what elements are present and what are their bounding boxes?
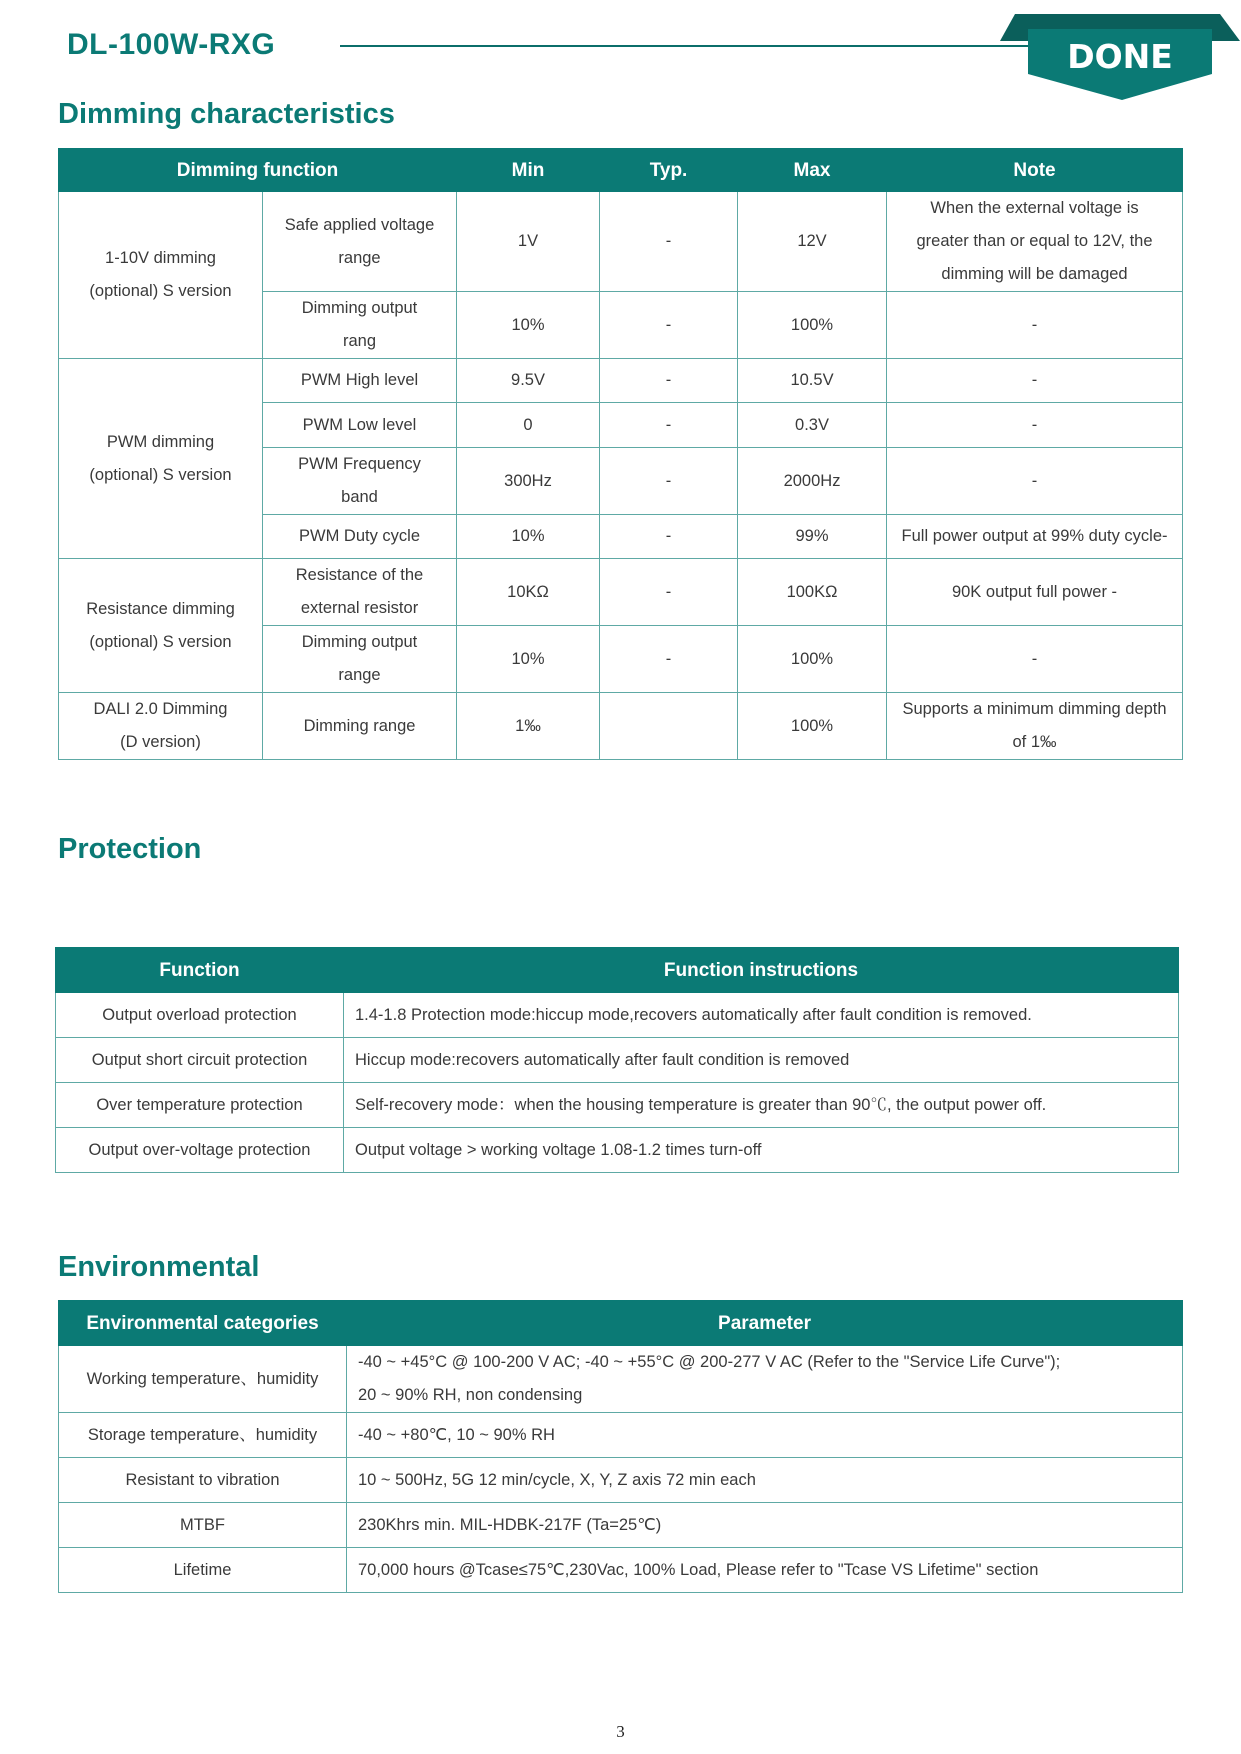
note-cell: - [887,448,1183,515]
table-header-row [59,1301,1183,1346]
min-cell: 1‰ [457,693,600,760]
note-cell: When the external voltage is greater than or equal to 12V, the dimming will be damaged [887,192,1183,292]
header-function: Function [56,948,344,993]
typ-cell: - [600,559,738,626]
min-cell: 300Hz [457,448,600,515]
header-typ: Typ. [600,149,738,192]
parameter-cell: -40 ~ +80℃, 10 ~ 90% RH [347,1413,1183,1458]
header-note: Note [887,149,1183,192]
max-cell: 100% [738,693,887,760]
typ-cell: - [600,292,738,359]
parameter-cell: 70,000 hours @Tcase≤75℃,230Vac, 100% Load, Please refer to "Tcase VS Lifetime" section [347,1548,1183,1593]
header-parameter: Parameter [347,1301,1183,1346]
table-row [56,993,1179,1038]
min-cell: 10% [457,292,600,359]
note-cell: Supports a minimum dimming depth of 1‰ [887,693,1183,760]
page-number: 3 [616,1722,625,1741]
table-row [59,1458,1183,1503]
min-cell: 0 [457,403,600,448]
function-cell: Output over-voltage protection [56,1128,344,1173]
header-dimming-function: Dimming function [59,149,457,192]
note-cell: 90K output full power - [887,559,1183,626]
group-label: Resistance dimming (optional) S version [59,559,263,693]
done-brand-logo [1000,14,1240,104]
typ-cell: - [600,626,738,693]
note-cell: - [887,626,1183,693]
section-title-environmental: Environmental [58,1251,260,1283]
table-row [59,693,1183,760]
param-cell: PWM Duty cycle [263,515,457,559]
min-cell: 1V [457,192,600,292]
param-cell: Dimming range [263,693,457,760]
instruction-cell: 1.4-1.8 Protection mode:hiccup mode,recovers automatically after fault condition is removed. [344,993,1179,1038]
instruction-cell: Hiccup mode:recovers automatically after fault condition is removed [344,1038,1179,1083]
max-cell: 10.5V [738,359,887,403]
table-row [59,1548,1183,1593]
section-title-dimming: Dimming characteristics [58,98,395,130]
typ-cell: - [600,448,738,515]
parameter-cell: 230Khrs min. MIL-HDBK-217F (Ta=25℃) [347,1503,1183,1548]
group-label: DALI 2.0 Dimming (D version) [59,693,263,760]
min-cell: 10KΩ [457,559,600,626]
max-cell: 12V [738,192,887,292]
table-row [56,1083,1179,1128]
table-header-row [56,948,1179,993]
category-cell: MTBF [59,1503,347,1548]
param-cell: Resistance of the external resistor [263,559,457,626]
table-row [59,192,1183,292]
table-row [59,1346,1183,1413]
typ-cell [600,693,738,760]
max-cell: 2000Hz [738,448,887,515]
section-title-protection: Protection [58,833,202,865]
header-function-instructions: Function instructions [344,948,1179,993]
param-cell: Safe applied voltage range [263,192,457,292]
min-cell: 10% [457,515,600,559]
typ-cell: - [600,192,738,292]
min-cell: 9.5V [457,359,600,403]
function-cell: Output short circuit protection [56,1038,344,1083]
category-cell: Storage temperature、humidity [59,1413,347,1458]
header-min: Min [457,149,600,192]
max-cell: 100KΩ [738,559,887,626]
header-rule [340,45,1040,47]
function-cell: Over temperature protection [56,1083,344,1128]
category-cell: Working temperature、humidity [59,1346,347,1413]
environmental-table [58,1300,1183,1593]
param-cell: Dimming output rang [263,292,457,359]
parameter-cell: 10 ~ 500Hz, 5G 12 min/cycle, X, Y, Z axis 72 min each [347,1458,1183,1503]
group-label: 1-10V dimming (optional) S version [59,192,263,359]
header-max: Max [738,149,887,192]
header-environmental-categories: Environmental categories [59,1301,347,1346]
parameter-cell: -40 ~ +45°C @ 100-200 V AC; -40 ~ +55°C @ 200-277 V AC (Refer to the "Service Life Curve"); 20 ~ 90% RH, non condensing [347,1346,1183,1413]
note-cell: - [887,403,1183,448]
table-row [59,559,1183,626]
note-cell: - [887,292,1183,359]
param-cell: PWM Frequency band [263,448,457,515]
category-cell: Resistant to vibration [59,1458,347,1503]
max-cell: 0.3V [738,403,887,448]
category-cell: Lifetime [59,1548,347,1593]
logo-wordmark: DONE [1067,37,1173,76]
max-cell: 99% [738,515,887,559]
table-row [59,1413,1183,1458]
table-row [56,1038,1179,1083]
param-cell: PWM Low level [263,403,457,448]
typ-cell: - [600,359,738,403]
table-row [56,1128,1179,1173]
group-label: PWM dimming (optional) S version [59,359,263,559]
param-cell: Dimming output range [263,626,457,693]
function-cell: Output overload protection [56,993,344,1038]
max-cell: 100% [738,626,887,693]
instruction-cell: Output voltage > working voltage 1.08-1.2 times turn-off [344,1128,1179,1173]
instruction-cell: Self-recovery mode：when the housing temperature is greater than 90℃, the output power off. [344,1083,1179,1128]
table-row [59,359,1183,403]
max-cell: 100% [738,292,887,359]
protection-table [55,947,1179,1173]
min-cell: 10% [457,626,600,693]
dimming-table [58,148,1183,760]
table-header-row [59,149,1183,192]
table-row [59,1503,1183,1548]
note-cell: - [887,359,1183,403]
typ-cell: - [600,403,738,448]
note-cell: Full power output at 99% duty cycle- [887,515,1183,559]
param-cell: PWM High level [263,359,457,403]
model-title: DL-100W-RXG [67,28,276,61]
typ-cell: - [600,515,738,559]
